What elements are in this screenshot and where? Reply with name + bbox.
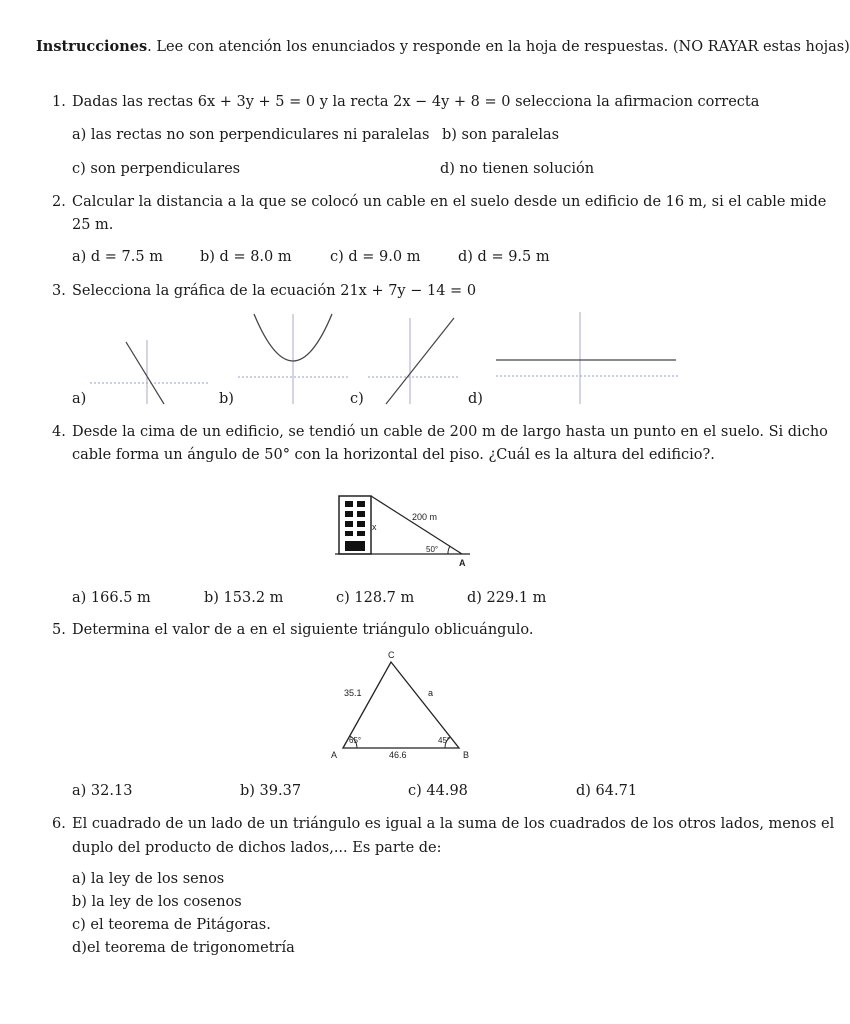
q4-option-b: b) 153.2 m xyxy=(204,590,284,606)
q3-graphs-figure xyxy=(60,300,700,412)
q6-number: 6. xyxy=(52,816,66,832)
q4-text-line1: Desde la cima de un edificio, se tendió un cable de 200 m de largo hasta un punto en el suelo. Si dicho xyxy=(72,424,828,440)
q1-option-c: c) son perpendiculares xyxy=(72,161,241,177)
instructions-bold: Instrucciones xyxy=(36,38,148,55)
q5-option-d: d) 64.71 xyxy=(576,783,638,799)
graph-a xyxy=(90,340,208,404)
q6-option-b: b) la ley de los cosenos xyxy=(72,894,242,910)
q4-option-d: d) 229.1 m xyxy=(467,590,547,606)
instructions xyxy=(36,38,850,55)
q1-option-d: d) no tienen solución xyxy=(440,161,595,177)
q3-option-a: a) xyxy=(72,391,87,407)
graph-d xyxy=(496,312,678,404)
q2-text-line2: 25 m. xyxy=(72,217,114,233)
q2-option-d: d) d = 9.5 m xyxy=(458,249,550,265)
q3-text: Selecciona la gráfica de la ecuación 21x + 7y − 14 = 0 xyxy=(72,283,477,299)
q3-option-b: b) xyxy=(219,391,234,407)
q4-label-height: x xyxy=(372,522,377,532)
q1-number: 1. xyxy=(52,94,66,110)
q5-side-ab: 46.6 xyxy=(389,750,407,760)
q4-number: 4. xyxy=(52,424,66,440)
q6-option-c: c) el teorema de Pitágoras. xyxy=(72,917,271,933)
q1-option-b: b) son paralelas xyxy=(442,127,560,143)
q5-side-bc: a xyxy=(428,688,434,698)
q4-label-cable: 200 m xyxy=(412,512,438,522)
q4-label-point: A xyxy=(459,558,466,568)
q2-number: 2. xyxy=(52,194,66,210)
q5-option-a: a) 32.13 xyxy=(72,783,133,799)
q5-vertex-a: A xyxy=(331,750,338,760)
q5-angle-b: 45° xyxy=(438,736,451,745)
q4-building-figure xyxy=(330,476,480,570)
graph-c xyxy=(368,318,460,404)
q1-text: Dadas las rectas 6x + 3y + 5 = 0 y la recta 2x − 4y + 8 = 0 selecciona la afirmacion correcta xyxy=(72,94,760,110)
q4-text-line2: cable forma un ángulo de 50° con la horizontal del piso. ¿Cuál es la altura del edificio?. xyxy=(72,447,715,463)
q3-number: 3. xyxy=(52,283,66,299)
q1-option-a: a) las rectas no son perpendiculares ni paralelas xyxy=(72,127,430,143)
q6-option-d: d)el teorema de trigonometría xyxy=(72,940,295,956)
q6-text-line2: duplo del producto de dichos lados,... Es parte de: xyxy=(72,840,442,856)
q5-vertex-b: B xyxy=(463,750,470,760)
q2-option-c: c) d = 9.0 m xyxy=(330,249,421,265)
graph-b xyxy=(238,314,348,404)
q5-vertex-c: C xyxy=(388,650,395,660)
q5-number: 5. xyxy=(52,622,66,638)
q5-option-b: b) 39.37 xyxy=(240,783,302,799)
q4-option-c: c) 128.7 m xyxy=(336,590,415,606)
instructions-text: . Lee con atención los enunciados y responde en la hoja de respuestas. (NO RAYAR estas hojas) xyxy=(147,39,850,55)
q2-text-line1: Calcular la distancia a la que se colocó un cable en el suelo desde un edificio de 16 m, si el cable mide xyxy=(72,194,827,210)
q6-text-line1: El cuadrado de un lado de un triángulo es igual a la suma de los cuadrados de los otros lados, menos el xyxy=(72,816,835,832)
q5-text: Determina el valor de a en el siguiente triángulo oblicuángulo. xyxy=(72,622,534,638)
q3-option-d: d) xyxy=(468,391,483,407)
q3-option-c: c) xyxy=(350,391,364,407)
q5-side-ac: 35.1 xyxy=(344,688,362,698)
q5-option-c: c) 44.98 xyxy=(408,783,468,799)
q6-option-a: a) la ley de los senos xyxy=(72,871,225,887)
q4-label-angle: 50° xyxy=(426,545,439,554)
q2-option-b: b) d = 8.0 m xyxy=(200,249,292,265)
q4-option-a: a) 166.5 m xyxy=(72,590,151,606)
q5-triangle-figure xyxy=(325,646,475,764)
q5-angle-a: 65° xyxy=(349,736,362,745)
q2-option-a: a) d = 7.5 m xyxy=(72,249,163,265)
